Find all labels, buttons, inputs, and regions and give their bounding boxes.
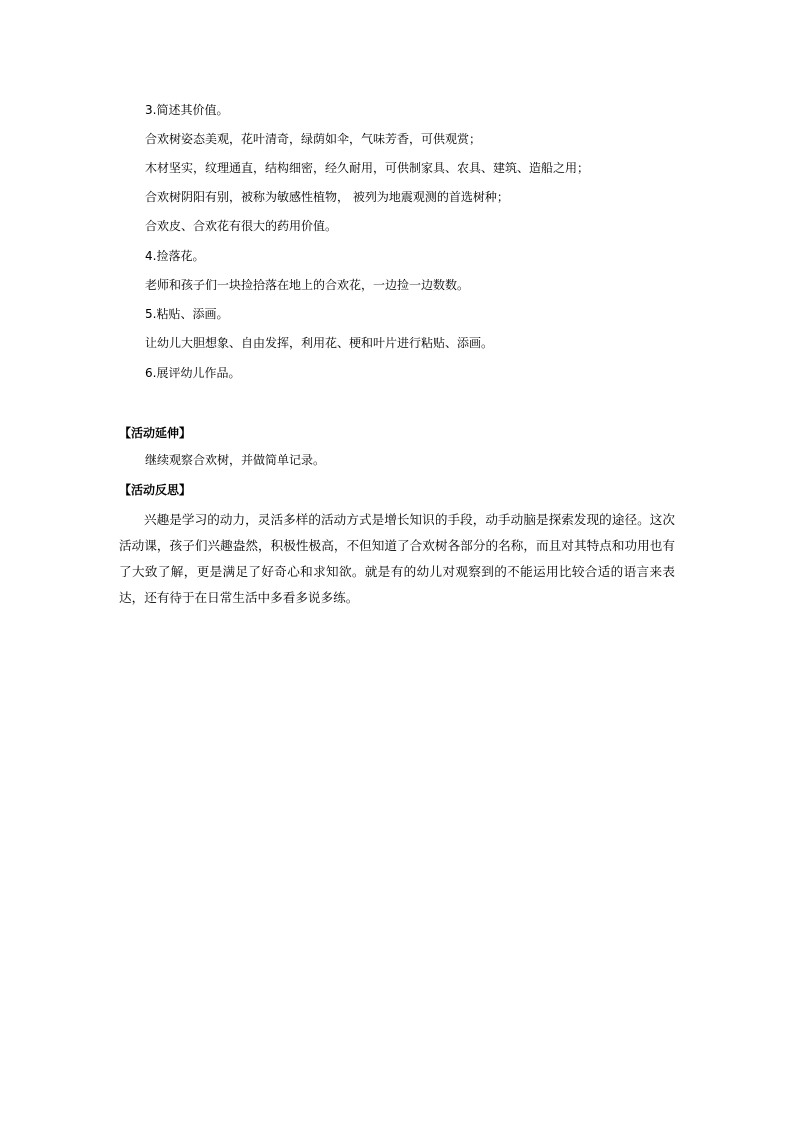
reflection-paragraph: 兴趣是学习的动力，灵活多样的活动方式是增长知识的手段，动手动脑是探索发现的途径。这次活动课，孩子们兴趣盎然，积极性极高，不但知道了合欢树各部分的名称，而且对其特点和功用也有了大致了解，更是满足了好奇心和求知欲。就是有的幼儿对观察到的不能运用比较合适的语言来表达，还有待于在日常生活中多看多说多练。: [119, 512, 675, 605]
step-4-heading: 4.捡落花。: [145, 249, 205, 263]
value-line-1: 合欢树姿态美观，花叶清奇，绿荫如伞，气味芳香，可供观赏；: [145, 132, 482, 146]
value-line-3: 合欢树阴阳有别，被称为敏感性植物， 被列为地震观测的首选树种；: [145, 190, 509, 204]
value-line-4: 合欢皮、合欢花有很大的药用价值。: [145, 219, 338, 233]
value-line-2: 木材坚实，纹理通直，结构细密，经久耐用，可供制家具、农具、建筑、造船之用；: [145, 161, 590, 175]
extension-text: 继续观察合欢树，并做简单记录。: [145, 453, 326, 467]
step-5-heading: 5.粘贴、添画。: [145, 307, 229, 321]
paste-draw-text: 让幼儿大胆想象、自由发挥，利用花、梗和叶片进行粘贴、添画。: [145, 336, 494, 350]
reflection-title: 【活动反思】: [119, 483, 192, 497]
collect-flowers-text: 老师和孩子们一块捡拾落在地上的合欢花，一边捡一边数数。: [145, 278, 470, 292]
extension-title: 【活动延伸】: [119, 426, 192, 440]
step-3-heading: 3.简述其价值。: [145, 103, 229, 117]
step-6-heading: 6.展评幼儿作品。: [145, 366, 241, 380]
